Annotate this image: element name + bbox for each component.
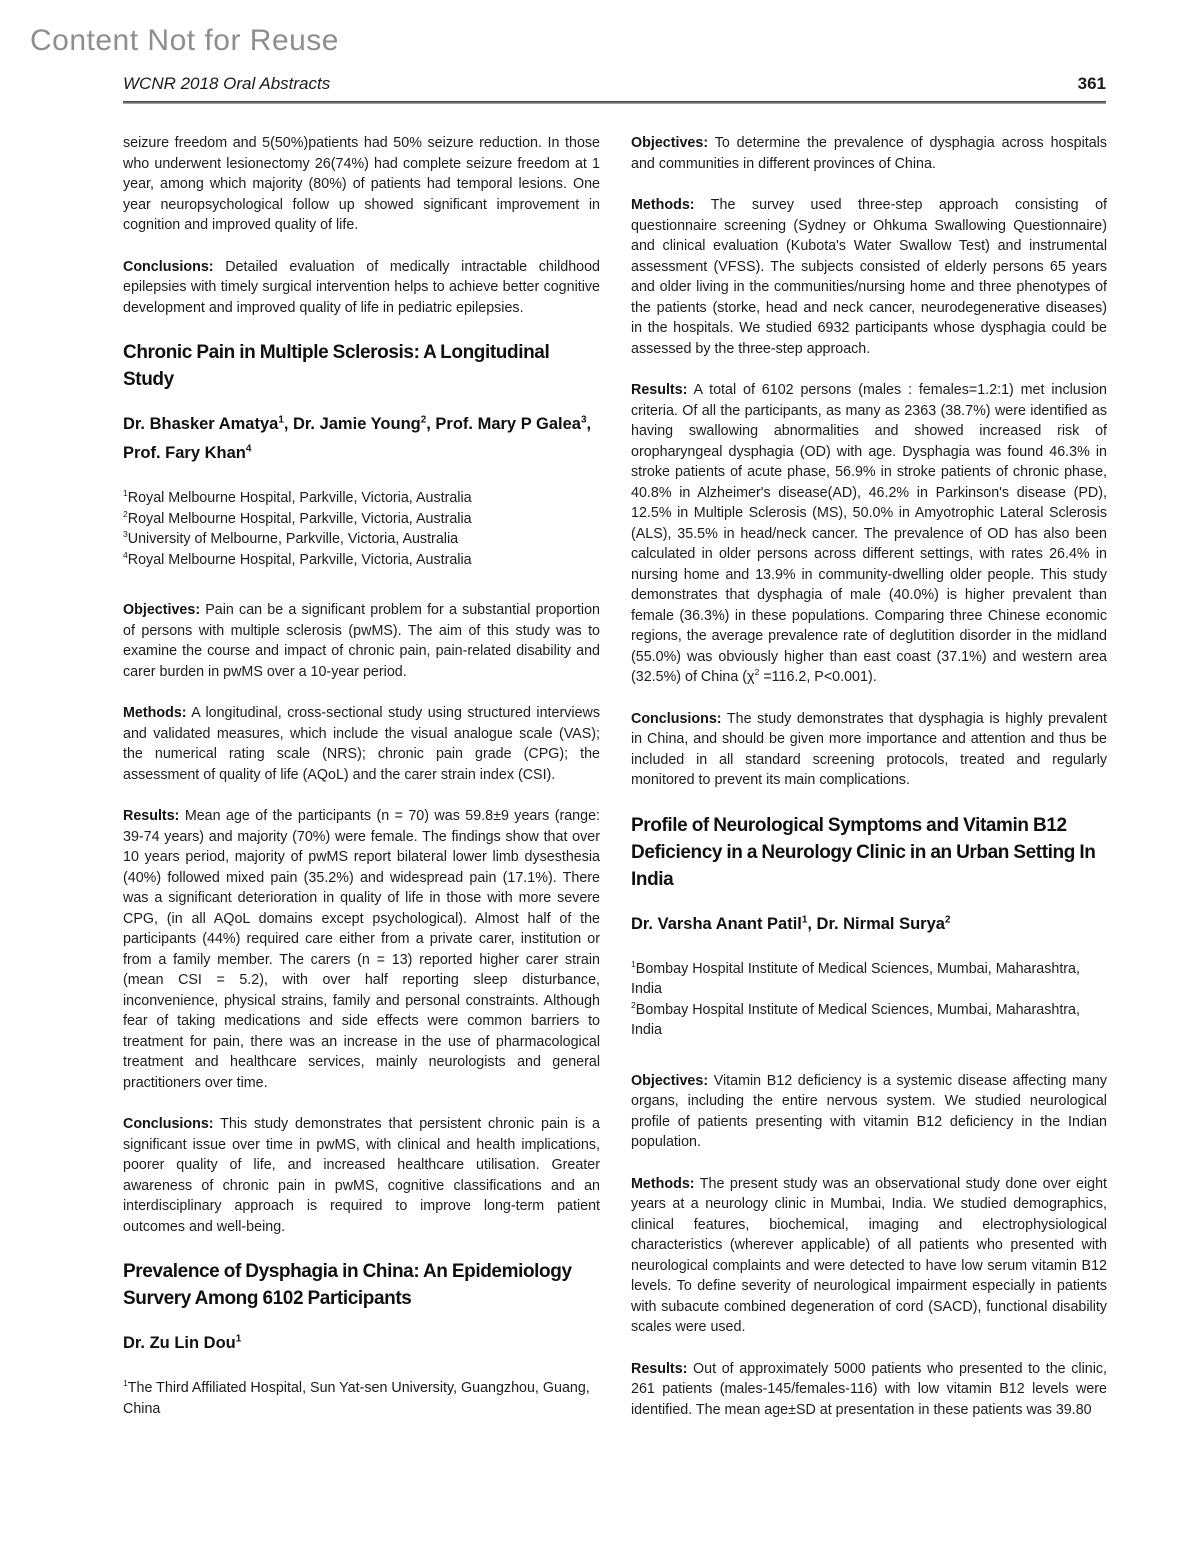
author-superscript: 1 bbox=[278, 414, 284, 426]
author-separator: , bbox=[426, 415, 436, 433]
methods-paragraph bbox=[123, 703, 600, 785]
affiliation-line bbox=[631, 1000, 1107, 1041]
affiliation-superscript: 1 bbox=[631, 958, 636, 969]
affiliation-superscript: 2 bbox=[123, 508, 128, 519]
author-superscript: 2 bbox=[420, 414, 427, 426]
paragraph-text: Out of approximately 5000 patients who presented to the clinic, 261 patients (males-145/females-116) with low vitamin B12 levels were identified. The mean age±SD at presentation in these patients was 39.80 bbox=[631, 1360, 1107, 1418]
author-separator: , bbox=[807, 914, 817, 933]
continued-paragraph bbox=[123, 133, 600, 236]
paragraph-text: =116.2, P<0.001). bbox=[759, 669, 877, 685]
section-label: Objectives: bbox=[631, 135, 709, 151]
paragraph-text: To determine the prevalence of dysphagia across hospitals and communities in different provinces of China. bbox=[631, 135, 1107, 172]
author-name: Dr. Zu Lin Dou bbox=[123, 1334, 236, 1352]
affiliation-superscript: 1 bbox=[123, 488, 128, 499]
author-name: Prof. Mary P Galea bbox=[435, 415, 581, 433]
author-separator: , bbox=[283, 415, 293, 433]
affiliation-text: Royal Melbourne Hospital, Parkville, Victoria, Australia bbox=[127, 510, 472, 527]
affiliation-text: Bombay Hospital Institute of Medical Sciences, Mumbai, Maharashtra, India bbox=[631, 1001, 1080, 1038]
objectives-paragraph bbox=[631, 1071, 1107, 1153]
header-rule bbox=[123, 101, 1106, 104]
right-column bbox=[631, 133, 1107, 1441]
affiliation-text: University of Melbourne, Parkville, Victoria, Australia bbox=[127, 531, 459, 547]
affiliation-line bbox=[123, 1378, 600, 1419]
author-separator: , bbox=[586, 415, 592, 433]
section-label: Methods: bbox=[631, 197, 695, 213]
author-superscript: 3 bbox=[580, 414, 587, 426]
objectives-paragraph bbox=[631, 133, 1107, 174]
paragraph-text: Detailed evaluation of medically intractable childhood epilepsies with timely surgical intervention helps to achieve better cognitive development and improved quality of life in pediatric epilepsies. bbox=[123, 258, 600, 316]
author-superscript: 4 bbox=[245, 443, 252, 455]
chi-squared-superscript: 2 bbox=[754, 667, 760, 678]
paragraph-text: Pain can be a significant problem for a substantial proportion of persons with multiple sclerosis (pwMS). The aim of this study was to examine the course and impact of chronic pain, pain-related disability and carer burden in pwMS over a 10-year period. bbox=[123, 602, 600, 680]
affiliation-text: Royal Melbourne Hospital, Parkville, Victoria, Australia bbox=[127, 490, 472, 506]
affiliation-text: Royal Melbourne Hospital, Parkville, Victoria, Australia bbox=[127, 551, 472, 568]
section-label: Objectives: bbox=[123, 602, 201, 618]
paragraph-text: Vitamin B12 deficiency is a systemic disease affecting many organs, including the entire nervous system. We studied neurological profile of patients presenting with vitamin B12 deficiency in the Indian population. bbox=[631, 1072, 1107, 1150]
affiliation-superscript: 4 bbox=[123, 549, 128, 560]
affiliations bbox=[123, 488, 600, 570]
paragraph-text: The present study was an observational study done over eight years at a neurology clinic in Mumbai, India. We studied demographics, clinical features, biochemical, imaging and electrophysiological characteristics (wherever applicable) of all patients who presented with neurological complaints and were detected to have low serum vitamin B12 levels. To define severity of neurological impairment especially in patients with subacute combined degeneration of cord (SACD), functional disability scales were used. bbox=[631, 1175, 1107, 1335]
affiliation-line bbox=[123, 550, 600, 571]
author-name: Dr. Bhasker Amatya bbox=[123, 415, 279, 433]
results-paragraph bbox=[631, 380, 1107, 688]
section-label: Methods: bbox=[123, 705, 187, 721]
abstract-title: Chronic Pain in Multiple Sclerosis: A Longitudinal Study bbox=[123, 342, 550, 390]
paragraph-text: Mean age of the participants (n = 70) was 59.8±9 years (range: 39-74 years) and majority (70%) were female. The findings show that over 10 years period, majority of pwMS report bilateral lower limb dysesthesia (40%) followed mixed pain (35.2%) and widespread pain (17.1%). There was a significant deterioration in quality of life in those with more severe CPG, (in all AQoL domains except psychological). Almost half of the participants (44%) required care either from a private carer, institution or from a family member. The carers (n = 13) reported higher carer strain (mean CSI = 5.2), with over half reporting sleep disturbance, inconvenience, physical strains, family and personal constraints. Although fear of taking medications and side effects were common barriers to treatment for pain, there was an increase in the use of pharmacological treatment and healthcare services, mainly neurologists and general practitioners over time. bbox=[123, 808, 600, 1091]
section-label: Methods: bbox=[631, 1175, 695, 1192]
section-label: Results: bbox=[123, 808, 180, 824]
section-label: Objectives: bbox=[631, 1072, 709, 1089]
methods-paragraph bbox=[631, 1174, 1107, 1338]
journal-title: WCNR 2018 Oral Abstracts bbox=[123, 74, 331, 93]
left-column bbox=[123, 133, 600, 1449]
paragraph-text: This study demonstrates that persistent chronic pain is a significant issue over time in pwMS, with clinical and health implications, poorer quality of life, and increased healthcare utilisation. Greater awareness of chronic pain in pwMS, cognitive classifications and an interdisciplinary approach is required to improve long-term patient outcomes and well-being. bbox=[123, 1116, 600, 1235]
results-paragraph bbox=[631, 1359, 1107, 1421]
paragraph-text: The study demonstrates that dysphagia is highly prevalent in China, and should be given more importance and attention and thus be included in all standard screening protocols, treated and regularly monitored to prevent its main complications. bbox=[631, 710, 1107, 788]
paragraph-text: A total of 6102 persons (males : females=1.2:1) met inclusion criteria. Of all the participants, as many as 2363 (38.7%) were identified as having swallowing abnormalities and showed increased risk of oropharyngeal dysphagia (OD) with age. Dysphagia was found 46.3% in stroke patients of acute phase, 56.9% in stroke patients of chronic phase, 40.8% in Alzheimer's disease(AD), 46.2% in Parkinson's disease (PD), 12.5% in Multiple Sclerosis (MS), 50.0% in Amyotrophic Lateral Sclerosis (ALS), 35.5% in head/neck cancer. The prevalence of OD has also been calculated in older persons across different settings, with rates 26.4% in nursing home and 13.9% in community-dwelling older people. This study demonstrates that dysphagia of male (40.0%) is higher prevalent than female (36.3%) in these populations. Comparing three Chinese economic regions, the average prevalence rate of deglutition disorder in the midland (55.0%) was obviously higher than east coast (37.1%) and western area (32.5%) of China (χ bbox=[631, 382, 1107, 685]
affiliation-superscript: 2 bbox=[631, 999, 636, 1010]
page-number: 361 bbox=[1077, 74, 1106, 93]
abstract-title: Profile of Neurological Symptoms and Vitamin B12 Deficiency in a Neurology Clinic in an Urban Setting In India bbox=[631, 814, 1096, 890]
affiliations bbox=[123, 1378, 600, 1419]
abstract-title: Prevalence of Dysphagia in China: An Epidemiology Survery Among 6102 Participants bbox=[123, 1261, 572, 1309]
author-name: Dr. Jamie Young bbox=[292, 415, 421, 433]
author-superscript: 2 bbox=[944, 914, 951, 925]
conclusions-paragraph bbox=[631, 709, 1107, 791]
results-paragraph bbox=[123, 806, 600, 1093]
paragraph-text: seizure freedom and 5(50%)patients had 50% seizure reduction. In those who underwent lesionectomy 26(74%) had complete seizure freedom at 1 year, among which majority (80%) of patients had temporal lesions. One year neuropsychological follow up showed significant improvement in cognition and improved quality of life. bbox=[123, 135, 600, 233]
section-label: Results: bbox=[631, 382, 688, 398]
author-name: Prof. Fary Khan bbox=[123, 444, 246, 462]
affiliation-superscript: 3 bbox=[123, 529, 128, 540]
objectives-paragraph bbox=[123, 600, 600, 682]
methods-paragraph bbox=[631, 195, 1107, 359]
affiliation-superscript: 1 bbox=[123, 1378, 128, 1389]
authors-line bbox=[123, 410, 600, 468]
author-name: Dr. Nirmal Surya bbox=[816, 914, 945, 933]
watermark: Content Not for Reuse bbox=[30, 24, 339, 57]
affiliation-line bbox=[631, 959, 1107, 1000]
conclusions-paragraph bbox=[123, 257, 600, 319]
section-label: Conclusions: bbox=[631, 710, 722, 727]
affiliation-line bbox=[123, 488, 600, 509]
affiliation-text: Bombay Hospital Institute of Medical Sciences, Mumbai, Maharashtra, India bbox=[631, 960, 1080, 997]
authors-line bbox=[123, 1329, 600, 1358]
author-superscript: 1 bbox=[235, 1333, 242, 1345]
section-label: Results: bbox=[631, 1360, 688, 1377]
affiliation-text: The Third Affiliated Hospital, Sun Yat-sen University, Guangzhou, Guang, China bbox=[123, 1380, 590, 1417]
authors-line bbox=[631, 910, 1107, 939]
paragraph-text: The survey used three-step approach consisting of questionnaire screening (Sydney or Ohkuma Swallowing Questionnaire) and clinical evaluation (Kubota's Water Swallow Test) and instrumental assessment (VFSS). The subjects consisted of elderly persons 65 years and older living in the communities/nursing home and three phenotypes of the patients (storke, head and neck cancer, neurodegenerative diseases) in the hospitals. We studied 6932 participants whose dysphagia could be assessed by the three-step approach. bbox=[631, 197, 1107, 357]
affiliations bbox=[631, 959, 1107, 1041]
paragraph-text: A longitudinal, cross-sectional study using structured interviews and validated measures, which include the visual analogue scale (VAS); the numerical rating scale (NRS); chronic pain grade (CPG); the assessment of quality of life (AQoL) and the carer strain index (CSI). bbox=[123, 705, 600, 783]
author-superscript: 1 bbox=[801, 914, 808, 925]
section-label: Conclusions: bbox=[123, 258, 214, 275]
running-header bbox=[123, 74, 1106, 94]
section-label: Conclusions: bbox=[123, 1116, 214, 1132]
conclusions-paragraph bbox=[123, 1114, 600, 1237]
affiliation-line bbox=[123, 529, 600, 550]
author-name: Dr. Varsha Anant Patil bbox=[631, 914, 802, 933]
affiliation-line bbox=[123, 509, 600, 530]
